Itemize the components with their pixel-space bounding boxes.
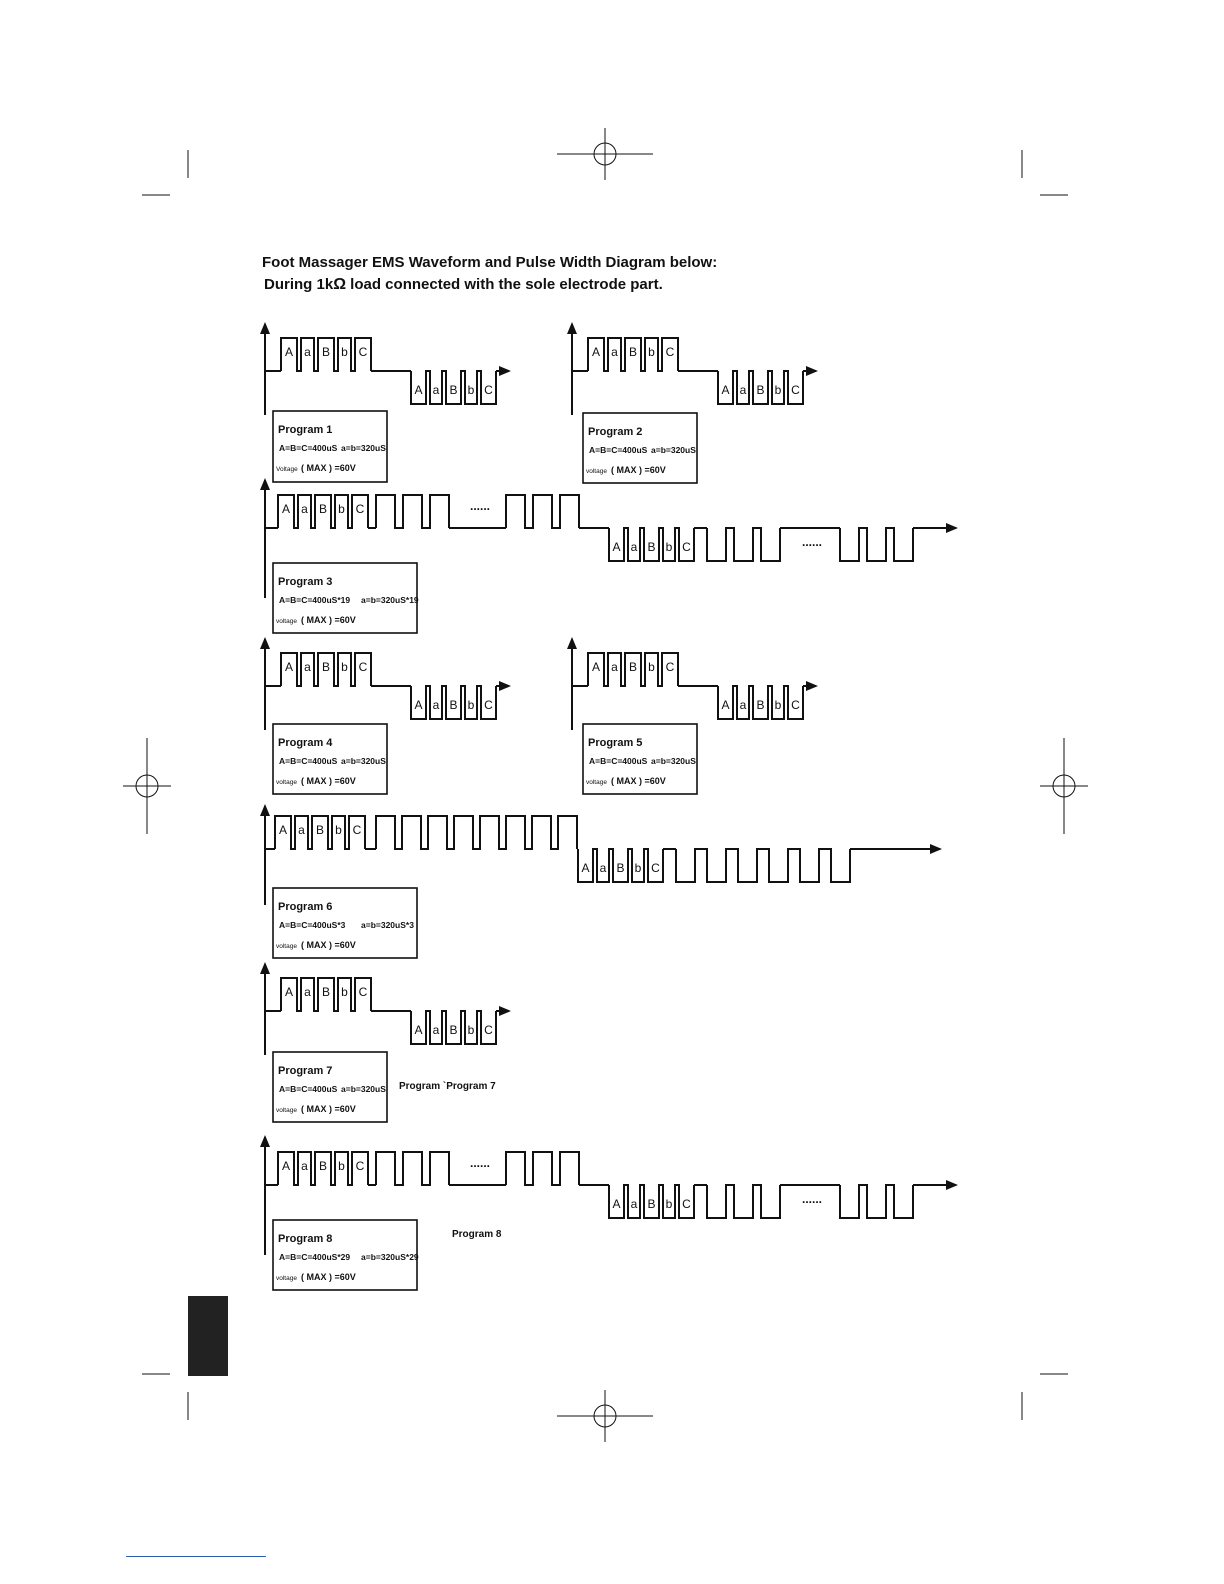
program-7-waveform-group1-label-C: C <box>358 985 368 999</box>
program-3-info-box <box>273 563 419 633</box>
program-7-waveform-group1-label-B: B <box>321 985 331 999</box>
program-4-name: Program 4 <box>278 737 333 749</box>
program-1-waveform <box>265 324 509 415</box>
program-6-waveform-group2-label-B: B <box>616 861 625 875</box>
program-8-waveform-group2-label-B: B <box>647 1197 656 1211</box>
program-7-waveform <box>265 964 509 1055</box>
program-6-waveform-group1-label-A: A <box>278 823 288 837</box>
program-6-waveform-group1-label-b: b <box>335 823 342 837</box>
program-6-spec-ABC: A=B=C=400uS*3 <box>279 920 346 930</box>
program-4-spec-ab: a=b=320uS <box>341 756 386 766</box>
program-3-waveform-train2 <box>506 495 579 528</box>
program-8-waveform-train4 <box>840 1185 913 1218</box>
program-7-waveform-group1-label-a: a <box>304 985 311 999</box>
program-7-waveform-group2-label-b: b <box>467 1023 475 1037</box>
program-6-waveform-group1-label-C: C <box>352 823 362 837</box>
registration-mark-left <box>123 760 171 812</box>
footer-rule <box>126 1556 266 1557</box>
program-7-waveform-group2-label-A: A <box>414 1023 423 1037</box>
program-5-spec-ABC: A=B=C=400uS <box>589 756 648 766</box>
program-7-side-note: Program `Program 7 <box>399 1081 496 1092</box>
program-5-info-box <box>583 724 697 794</box>
program-4-voltage-value: ( MAX ) =60V <box>301 776 356 786</box>
program-3-spec-ABC: A=B=C=400uS*19 <box>279 595 351 605</box>
program-8-voltage-value: ( MAX ) =60V <box>301 1272 356 1282</box>
program-6-waveform-train2 <box>676 849 850 882</box>
program-7-info-box <box>273 1052 387 1122</box>
program-7-waveform-group2-label-a: a <box>432 1023 440 1037</box>
program-7-waveform-group1-label-A: A <box>284 985 294 999</box>
program-6-waveform-group1-label-B: B <box>315 823 325 837</box>
program-5-waveform-group2-label-C: C <box>791 698 800 712</box>
program-4-spec-ABC: A=B=C=400uS <box>279 756 338 766</box>
program-5-waveform <box>572 639 816 730</box>
program-2-waveform-group2-label-A: A <box>721 383 730 397</box>
program-4-waveform-group2-label-C: C <box>484 698 493 712</box>
program-1-waveform-group2-label-B: B <box>449 383 458 397</box>
program-2-spec-ab: a=b=320uS <box>651 445 696 455</box>
program-8-waveform-group2-label-A: A <box>612 1197 621 1211</box>
program-3-waveform-train3 <box>707 528 780 561</box>
program-1-waveform-group2-label-A: A <box>414 383 423 397</box>
program-1-waveform-group2-label-C: C <box>484 383 493 397</box>
program-3-name: Program 3 <box>278 576 333 588</box>
program-1-waveform-group2-label-b: b <box>467 383 475 397</box>
page-title: Foot Massager EMS Waveform and Pulse Width Diagram below: <box>262 254 718 271</box>
program-8-waveform-ellipsis-2: ...... <box>801 1192 823 1206</box>
program-8-spec-ab: a=b=320uS*29 <box>361 1252 419 1262</box>
program-4-waveform-group1-label-A: A <box>284 660 294 674</box>
program-3-waveform-group2-label-A: A <box>612 540 621 554</box>
program-7-waveform-group2-label-C: C <box>484 1023 493 1037</box>
program-8-waveform-train1 <box>376 1152 449 1185</box>
program-2-name: Program 2 <box>588 426 643 438</box>
program-3-waveform-train4 <box>840 528 913 561</box>
program-5-name: Program 5 <box>588 737 643 749</box>
subtitle-part-1: During 1k <box>264 276 334 293</box>
program-3-waveform-group2-label-b: b <box>665 540 673 554</box>
program-4-waveform <box>265 639 509 730</box>
program-3-waveform-group1-label-A: A <box>281 502 291 516</box>
program-4-waveform-group2-label-a: a <box>432 698 440 712</box>
program-8-waveform-train2 <box>506 1152 579 1185</box>
program-6-waveform-group1-label-a: a <box>298 823 305 837</box>
registration-mark-bottom <box>557 1390 653 1442</box>
program-3-waveform-group2-label-C: C <box>682 540 691 554</box>
program-7-waveform-group1-label-b: b <box>341 985 348 999</box>
program-8-waveform-group2-label-C: C <box>682 1197 691 1211</box>
program-8-info-box <box>273 1220 419 1290</box>
program-1-voltage-value: ( MAX ) =60V <box>301 463 356 473</box>
program-3-waveform-ellipsis-2: ...... <box>801 535 823 549</box>
program-4-waveform-group1-label-b: b <box>341 660 348 674</box>
program-5-waveform-group1-label-b: b <box>648 660 655 674</box>
subtitle-part-2: load connected with the sole electrode part. <box>346 276 663 293</box>
program-4-waveform-group1-label-a: a <box>304 660 311 674</box>
program-6-waveform-group2-label-C: C <box>651 861 660 875</box>
program-5-waveform-group2-label-a: a <box>739 698 747 712</box>
program-3-voltage-value: ( MAX ) =60V <box>301 615 356 625</box>
program-2-waveform-group2-label-b: b <box>774 383 782 397</box>
program-5-waveform-group1-label-A: A <box>591 660 601 674</box>
program-2-waveform-group2-label-a: a <box>739 383 747 397</box>
program-7-spec-ab: a=b=320uS <box>341 1084 386 1094</box>
program-8-waveform-group1-label-B: B <box>318 1159 328 1173</box>
program-2-voltage-value: ( MAX ) =60V <box>611 465 666 475</box>
program-4-info-box <box>273 724 387 794</box>
program-1-voltage-label: Voltage <box>276 466 298 473</box>
program-3-waveform-group2-label-B: B <box>647 540 656 554</box>
program-1-waveform-group2-label-a: a <box>432 383 440 397</box>
program-2-voltage-label: voltage <box>586 468 607 475</box>
program-6-name: Program 6 <box>278 901 333 913</box>
program-2-waveform-group1-label-a: a <box>611 345 618 359</box>
registration-mark-top <box>557 128 653 180</box>
program-3-waveform-group1-label-b: b <box>338 502 345 516</box>
program-8-voltage-label: voltage <box>276 1275 297 1282</box>
program-2-spec-ABC: A=B=C=400uS <box>589 445 648 455</box>
program-5-voltage-value: ( MAX ) =60V <box>611 776 666 786</box>
program-7-voltage-label: voltage <box>276 1107 297 1114</box>
program-2-waveform-group1-label-A: A <box>591 345 601 359</box>
program-8-waveform-group1-label-A: A <box>281 1159 291 1173</box>
program-6-waveform-group2-label-a: a <box>599 861 607 875</box>
program-5-voltage-label: voltage <box>586 779 607 786</box>
program-4-waveform-group1-label-B: B <box>321 660 331 674</box>
program-3-waveform-group1-label-C: C <box>355 502 365 516</box>
program-3-voltage-label: voltage <box>276 618 297 625</box>
program-1-waveform-group1-label-b: b <box>341 345 348 359</box>
omega-symbol: Ω <box>333 276 347 293</box>
program-1-waveform-group1-label-A: A <box>284 345 294 359</box>
program-6-spec-ab: a=b=320uS*3 <box>361 920 414 930</box>
program-7-waveform-group2-label-B: B <box>449 1023 458 1037</box>
program-3-waveform-group1-label-a: a <box>301 502 308 516</box>
program-5-waveform-group2-label-A: A <box>721 698 730 712</box>
program-7-voltage-value: ( MAX ) =60V <box>301 1104 356 1114</box>
program-4-waveform-group2-label-A: A <box>414 698 423 712</box>
program-6-voltage-value: ( MAX ) =60V <box>301 940 356 950</box>
program-6-info-box <box>273 888 417 958</box>
program-5-waveform-group1-label-a: a <box>611 660 618 674</box>
program-1-info-box <box>273 411 387 482</box>
program-3-waveform-ellipsis-1: ...... <box>469 499 491 513</box>
program-4-waveform-group2-label-b: b <box>467 698 475 712</box>
program-6-waveform-group2-label-b: b <box>634 861 642 875</box>
program-8-waveform-group2-label-a: a <box>630 1197 638 1211</box>
program-7-name: Program 7 <box>278 1065 333 1077</box>
program-1-waveform-group1-label-a: a <box>304 345 311 359</box>
program-4-waveform-group2-label-B: B <box>449 698 458 712</box>
program-1-spec-ABC: A=B=C=400uS <box>279 443 338 453</box>
program-2-waveform-group1-label-b: b <box>648 345 655 359</box>
program-2-waveform-group1-label-C: C <box>665 345 675 359</box>
program-2-waveform <box>572 324 816 415</box>
program-6-waveform-group2-label-A: A <box>581 861 590 875</box>
program-8-side-note: Program 8 <box>452 1229 502 1240</box>
program-8-waveform-group1-label-C: C <box>355 1159 365 1173</box>
program-8-waveform-group1-label-b: b <box>338 1159 345 1173</box>
program-1-waveform-group1-label-B: B <box>321 345 331 359</box>
program-3-spec-ab: a=b=320uS*19 <box>361 595 419 605</box>
program-5-waveform-group2-label-b: b <box>774 698 782 712</box>
program-5-waveform-group1-label-C: C <box>665 660 675 674</box>
program-1-waveform-group1-label-C: C <box>358 345 368 359</box>
program-8-waveform-train3 <box>707 1185 780 1218</box>
program-8-waveform-group2-label-b: b <box>665 1197 673 1211</box>
page-tab-marker <box>188 1296 228 1376</box>
program-1-spec-ab: a=b=320uS <box>341 443 386 453</box>
page-subtitle <box>264 276 663 294</box>
program-3-waveform-group2-label-a: a <box>630 540 638 554</box>
program-6-waveform-train1 <box>376 816 577 849</box>
program-2-waveform-group2-label-B: B <box>756 383 765 397</box>
program-2-info-box <box>583 413 697 483</box>
program-4-voltage-label: voltage <box>276 779 297 786</box>
program-5-waveform-group1-label-B: B <box>628 660 638 674</box>
program-2-waveform-group2-label-C: C <box>791 383 800 397</box>
program-8-waveform-group1-label-a: a <box>301 1159 308 1173</box>
program-3-waveform-train1 <box>376 495 449 528</box>
program-8-spec-ABC: A=B=C=400uS*29 <box>279 1252 351 1262</box>
program-6-voltage-label: voltage <box>276 943 297 950</box>
program-3-waveform-group1-label-B: B <box>318 502 328 516</box>
program-7-spec-ABC: A=B=C=400uS <box>279 1084 338 1094</box>
program-5-waveform-group2-label-B: B <box>756 698 765 712</box>
program-2-waveform-group1-label-B: B <box>628 345 638 359</box>
program-8-waveform-ellipsis-1: ...... <box>469 1156 491 1170</box>
program-5-spec-ab: a=b=320uS <box>651 756 696 766</box>
program-8-name: Program 8 <box>278 1233 333 1245</box>
program-1-name: Program 1 <box>278 424 333 436</box>
program-4-waveform-group1-label-C: C <box>358 660 368 674</box>
registration-mark-right <box>1040 760 1088 812</box>
